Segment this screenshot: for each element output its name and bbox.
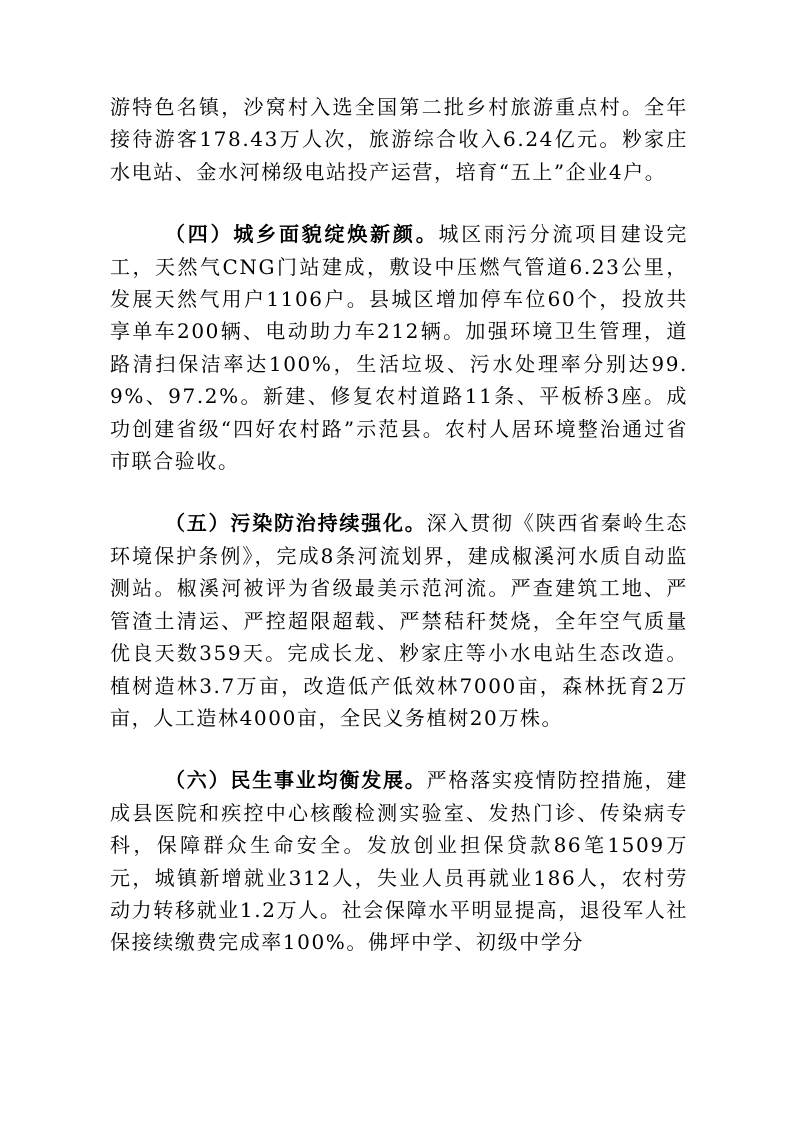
document-body <box>110 91 688 989</box>
paragraph-urban-rural <box>110 218 688 477</box>
section-heading: （四）城乡面貌绽焕新颜。 <box>165 222 439 247</box>
paragraph-livelihood <box>110 764 688 958</box>
paragraph-text: 严格落实疫情防控措施，建成县医院和疾控中心核酸检测实验室、发热门诊、传染病专科，保障群众生命安全。发放创业担保贷款86笔1509万元，城镇新增就业312人，失业人员再就业186人，农村劳动力转移就业1.2万人。社会保障水平明显提高，退役军人社保接续缴费完成率100%。佛坪中学、初级中学分 <box>110 768 689 955</box>
paragraph-text: 游特色名镇，沙窝村入选全国第二批乡村旅游重点村。全年接待游客178.43万人次，旅游综合收入6.24亿元。粆家庄水电站、金水河梯级电站投产运营，培育“五上”企业4户。 <box>110 95 688 184</box>
section-heading: （六）民生事业均衡发展。 <box>165 768 427 793</box>
paragraph-tourism <box>110 91 688 188</box>
paragraph-text: 深入贯彻《陕西省秦岭生态环境保护条例》，完成8条河流划界，建成椒溪河水质自动监测站。椒溪河被评为省级最美示范河流。严查建筑工地、严管渣土清运、严控超限超载、严禁秸秆焚烧，全年空气质量优良天数359天。完成长龙、粆家庄等小水电站生态改造。植树造林3.7万亩，改造低产低效林7000亩，森林抚育2万亩，人工造林4000亩，全民义务植树20万株。 <box>110 511 689 730</box>
section-heading: （五）污染防治持续强化。 <box>165 511 427 536</box>
paragraph-text: 城区雨污分流项目建设完工，天然气CNG门站建成，敷设中压燃气管道6.23公里，发展天然气用户1106户。县城区增加停车位60个，投放共享单车200辆、电动助力车212辆。加强环境卫生管理，道路清扫保洁率达100%，生活垃圾、污水处理率分别达99.9%、97.2%。新建、修复农村道路11条、平板桥3座。成功创建省级“四好农村路”示范县。农村人居环境整治通过省市联合验收。 <box>110 222 688 474</box>
paragraph-pollution-control <box>110 507 688 734</box>
